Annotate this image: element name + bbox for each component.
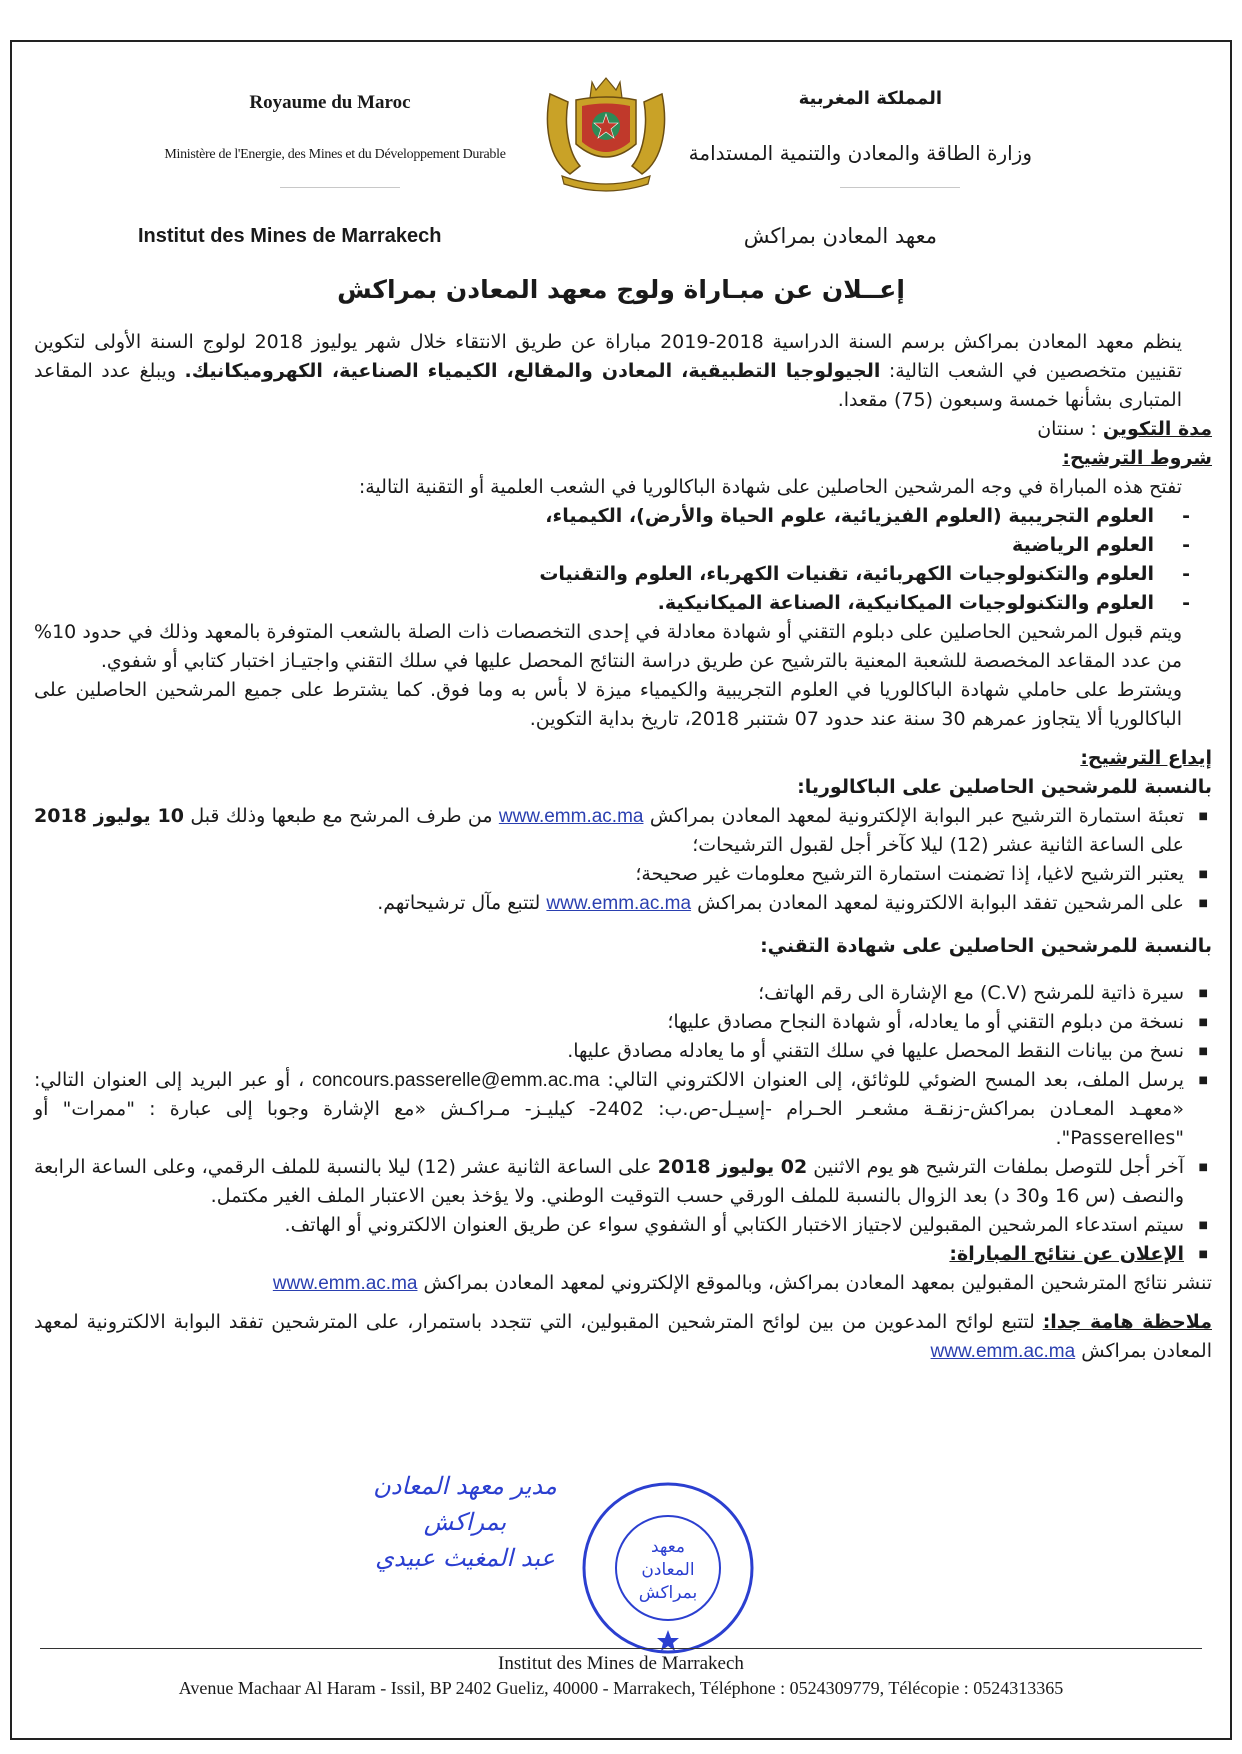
stream-item: - العلوم والتكنولوجيات الميكانيكية، الصناعة الميكانيكية. xyxy=(34,589,1212,618)
institute-name-ar: معهد المعادن بمراكش xyxy=(743,224,937,248)
technician-deadline: 02 يوليوز 2018 xyxy=(657,1156,808,1178)
email-address[interactable]: concours.passerelle@emm.ac.ma xyxy=(312,1070,600,1091)
list-item xyxy=(34,1240,1212,1269)
list-item: ■ يرسل الملف، بعد المسح الضوئي للوثائق، إلى العنوان الالكتروني التالي: concours.passerelle@emm.ac.ma ، أو عبر البريد إلى العنوان التالي: «معهـد المعـادن بمراكش-زنقـة مشعـر الحـرام -إسيـل-ص.ب: 2402- كيليـز- مـراكـش «مع الإشارة وجوبا إلى عبارة : "ممرات" أو "Passerelles". xyxy=(34,1066,1212,1153)
intro-fields: الجيولوجيا التطبيقية، المعادن والمقالع، الكيمياء الصناعية، الكهروميكانيك. xyxy=(184,360,881,382)
stamp-line-1: معهد xyxy=(650,1537,686,1557)
list-item: ■ آخر أجل للتوصل بملفات الترشيح هو يوم الاثنين 02 يوليوز 2018 على الساعة الثانية عشر (12) ليلا بالنسبة للملف الرقمي، وعلى الساعة الرابعة والنصف (س 16 و30 د) بعد الزوال بالنسبة للملف الورقي حسب التوقيت الوطني. ولا يؤخذ بعين الاعتبار الملف الغير مكتمل. xyxy=(34,1153,1212,1211)
important-note xyxy=(34,1308,1212,1366)
signature-city: بمراكش xyxy=(423,1508,507,1536)
duration-value: : سنتان xyxy=(1037,418,1097,440)
website-link[interactable]: www.emm.ac.ma xyxy=(546,893,692,914)
bac-section-title: بالنسبة للمرشحين الحاصلين على الباكالوريا: xyxy=(797,776,1212,798)
intro-seats: ويبلغ عدد المقاعد المتبارى بشأنها خمسة وسبعون (75) مقعدا. xyxy=(34,360,1182,411)
coat-of-arms-emblem xyxy=(540,74,672,192)
list-item: ■ يعتبر الترشيح لاغيا، إذا تضمنت استمارة الترشيح معلومات غير صحيحة؛ xyxy=(34,860,1212,889)
website-link[interactable]: www.emm.ac.ma xyxy=(272,1273,418,1294)
list-item: ■ سيتم استدعاء المرشحين المقبولين لاجتياز الاختبار الكتابي أو الشفوي سواء عن طريق العنوان الالكتروني أو الهاتف. xyxy=(34,1211,1212,1240)
stamp-line-2: المعادن xyxy=(641,1560,695,1580)
footer-institute: Institut des Mines de Marrakech xyxy=(498,1653,744,1674)
intro-paragraph xyxy=(34,328,1212,415)
director-signature xyxy=(330,1468,600,1618)
technician-admission-paragraph: ويتم قبول المرشحين الحاصلين على دبلوم التقني أو شهادة معادلة في إحدى التخصصات ذات الصلة بالشعب المتوفرة بالمعهد وذلك في حدود 10% من عدد المقاعد المخصصة للشعبة المعنية بالترشيح عن طريق دراسة النتائج المحصل عليها في سلك التقني واجتيـاز اختبار كتابي أو شفوي. xyxy=(34,621,1182,672)
results-text: تنشر نتائج المترشحين المقبولين بمعهد المعادن بمراكش، وبالموقع الإلكتروني لمعهد المعادن بمراكش www.emm.ac.ma xyxy=(272,1272,1212,1294)
header-ministry-ar: وزارة الطاقة والمعادن والتنمية المستدامة xyxy=(688,141,1032,165)
footer-divider xyxy=(40,1648,1202,1649)
duration-line xyxy=(34,415,1212,444)
results-title: الإعلان عن نتائج المباراة: xyxy=(949,1243,1184,1265)
note-text: لتتبع لوائح المدعوين من بين لوائح المترشحين المقبولين، التي تتجدد باستمرار، على المترشحين تفقد البوابة الالكترونية لمعهد المعادن بمراكش xyxy=(34,1311,1212,1362)
list-item: ■ نسخ من بيانات النقط المحصل عليها في سلك التقني أو ما يعادله مصادق عليها. xyxy=(34,1037,1212,1066)
deposit-title: إيداع الترشيح: xyxy=(1080,747,1212,769)
age-condition-paragraph: ويشترط على حاملي شهادة الباكالوريا في العلوم التجريبية والكيمياء ميزة لا بأس به وما فوق. كما يشترط على جميع المرشحين الحاصلين على الباكالوريا ألا يتجاوز عمرهم 30 سنة عند حدود 07 شتنبر 2018، تاريخ بداية التكوين. xyxy=(34,679,1182,730)
stream-item: - العلوم والتكنولوجيات الكهربائية، تقنيات الكهرباء، العلوم والتقنيات xyxy=(34,560,1212,589)
bac-deadline: 10 يوليوز 2018 xyxy=(34,805,184,827)
list-item: ■ على المرشحين تفقد البوابة الالكترونية لمعهد المعادن بمراكش www.emm.ac.ma لتتبع مآل ترشيحاتهم. xyxy=(34,889,1212,918)
stream-item: - العلوم التجريبية (العلوم الفيزيائية، علوم الحياة والأرض)، الكيمياء، xyxy=(34,502,1212,531)
signature-name: عبد المغيث عبيدي xyxy=(375,1544,555,1572)
stream-item: - العلوم الرياضية xyxy=(34,531,1212,560)
intro-text: ينظم معهد المعادن بمراكش برسم السنة الدراسية 2018-2019 مباراة عن طريق الانتقاء خلال شهر يوليوز 2018 لولوج السنة الأولى لتكوين تقنيين متخصصين في الشعب التالية: xyxy=(34,331,1183,382)
list-item: ■ سيرة ذاتية للمرشح (C.V) مع الإشارة الى رقم الهاتف؛ xyxy=(34,979,1212,1008)
website-link[interactable]: www.emm.ac.ma xyxy=(498,806,644,827)
footer-address: Avenue Machaar Al Haram - Issil, BP 2402 Gueliz, 40000 - Marrakech, Téléphone : 0524309779, Télécopie : 0524313365 xyxy=(178,1678,1064,1698)
list-item: ■ نسخة من دبلوم التقني أو ما يعادله، أو شهادة النجاح مصادق عليها؛ xyxy=(34,1008,1212,1037)
duration-label: مدة التكوين xyxy=(1102,418,1212,440)
header-ministry-fr: Ministère de l'Energie, des Mines et du Développement Durable xyxy=(164,147,506,162)
signature-title: مدير معهد المعادن xyxy=(373,1472,557,1500)
stamp-line-3: بمراكش xyxy=(638,1583,698,1603)
announcement-body xyxy=(34,328,1212,1366)
header-country-ar: المملكة المغربية xyxy=(798,88,942,109)
official-stamp xyxy=(578,1478,758,1658)
institute-name-fr: Institut des Mines de Marrakech xyxy=(138,225,442,247)
announcement-title: إعــلان عن مبـاراة ولوج معهد المعادن بمراكش xyxy=(337,275,905,304)
header-country-fr: Royaume du Maroc xyxy=(249,92,411,113)
list-item: ■ تعبئة استمارة الترشيح عبر البوابة الإلكترونية لمعهد المعادن بمراكش www.emm.ac.ma من طرف المرشح مع طبعها وذلك قبل 10 يوليوز 2018 على الساعة الثانية عشر (12) ليلا كآخر أجل لقبول الترشيحات؛ xyxy=(34,802,1212,860)
technician-section-title: بالنسبة للمرشحين الحاصلين على شهادة التقني: xyxy=(760,935,1212,957)
website-link[interactable]: www.emm.ac.ma xyxy=(930,1341,1076,1362)
note-label: ملاحظة هامة جدا: xyxy=(1042,1311,1212,1333)
conditions-title: شروط الترشيح: xyxy=(1062,447,1212,469)
conditions-intro: تفتح هذه المباراة في وجه المرشحين الحاصلين على شهادة الباكالوريا في الشعب العلمية أو التقنية التالية: xyxy=(358,476,1182,498)
